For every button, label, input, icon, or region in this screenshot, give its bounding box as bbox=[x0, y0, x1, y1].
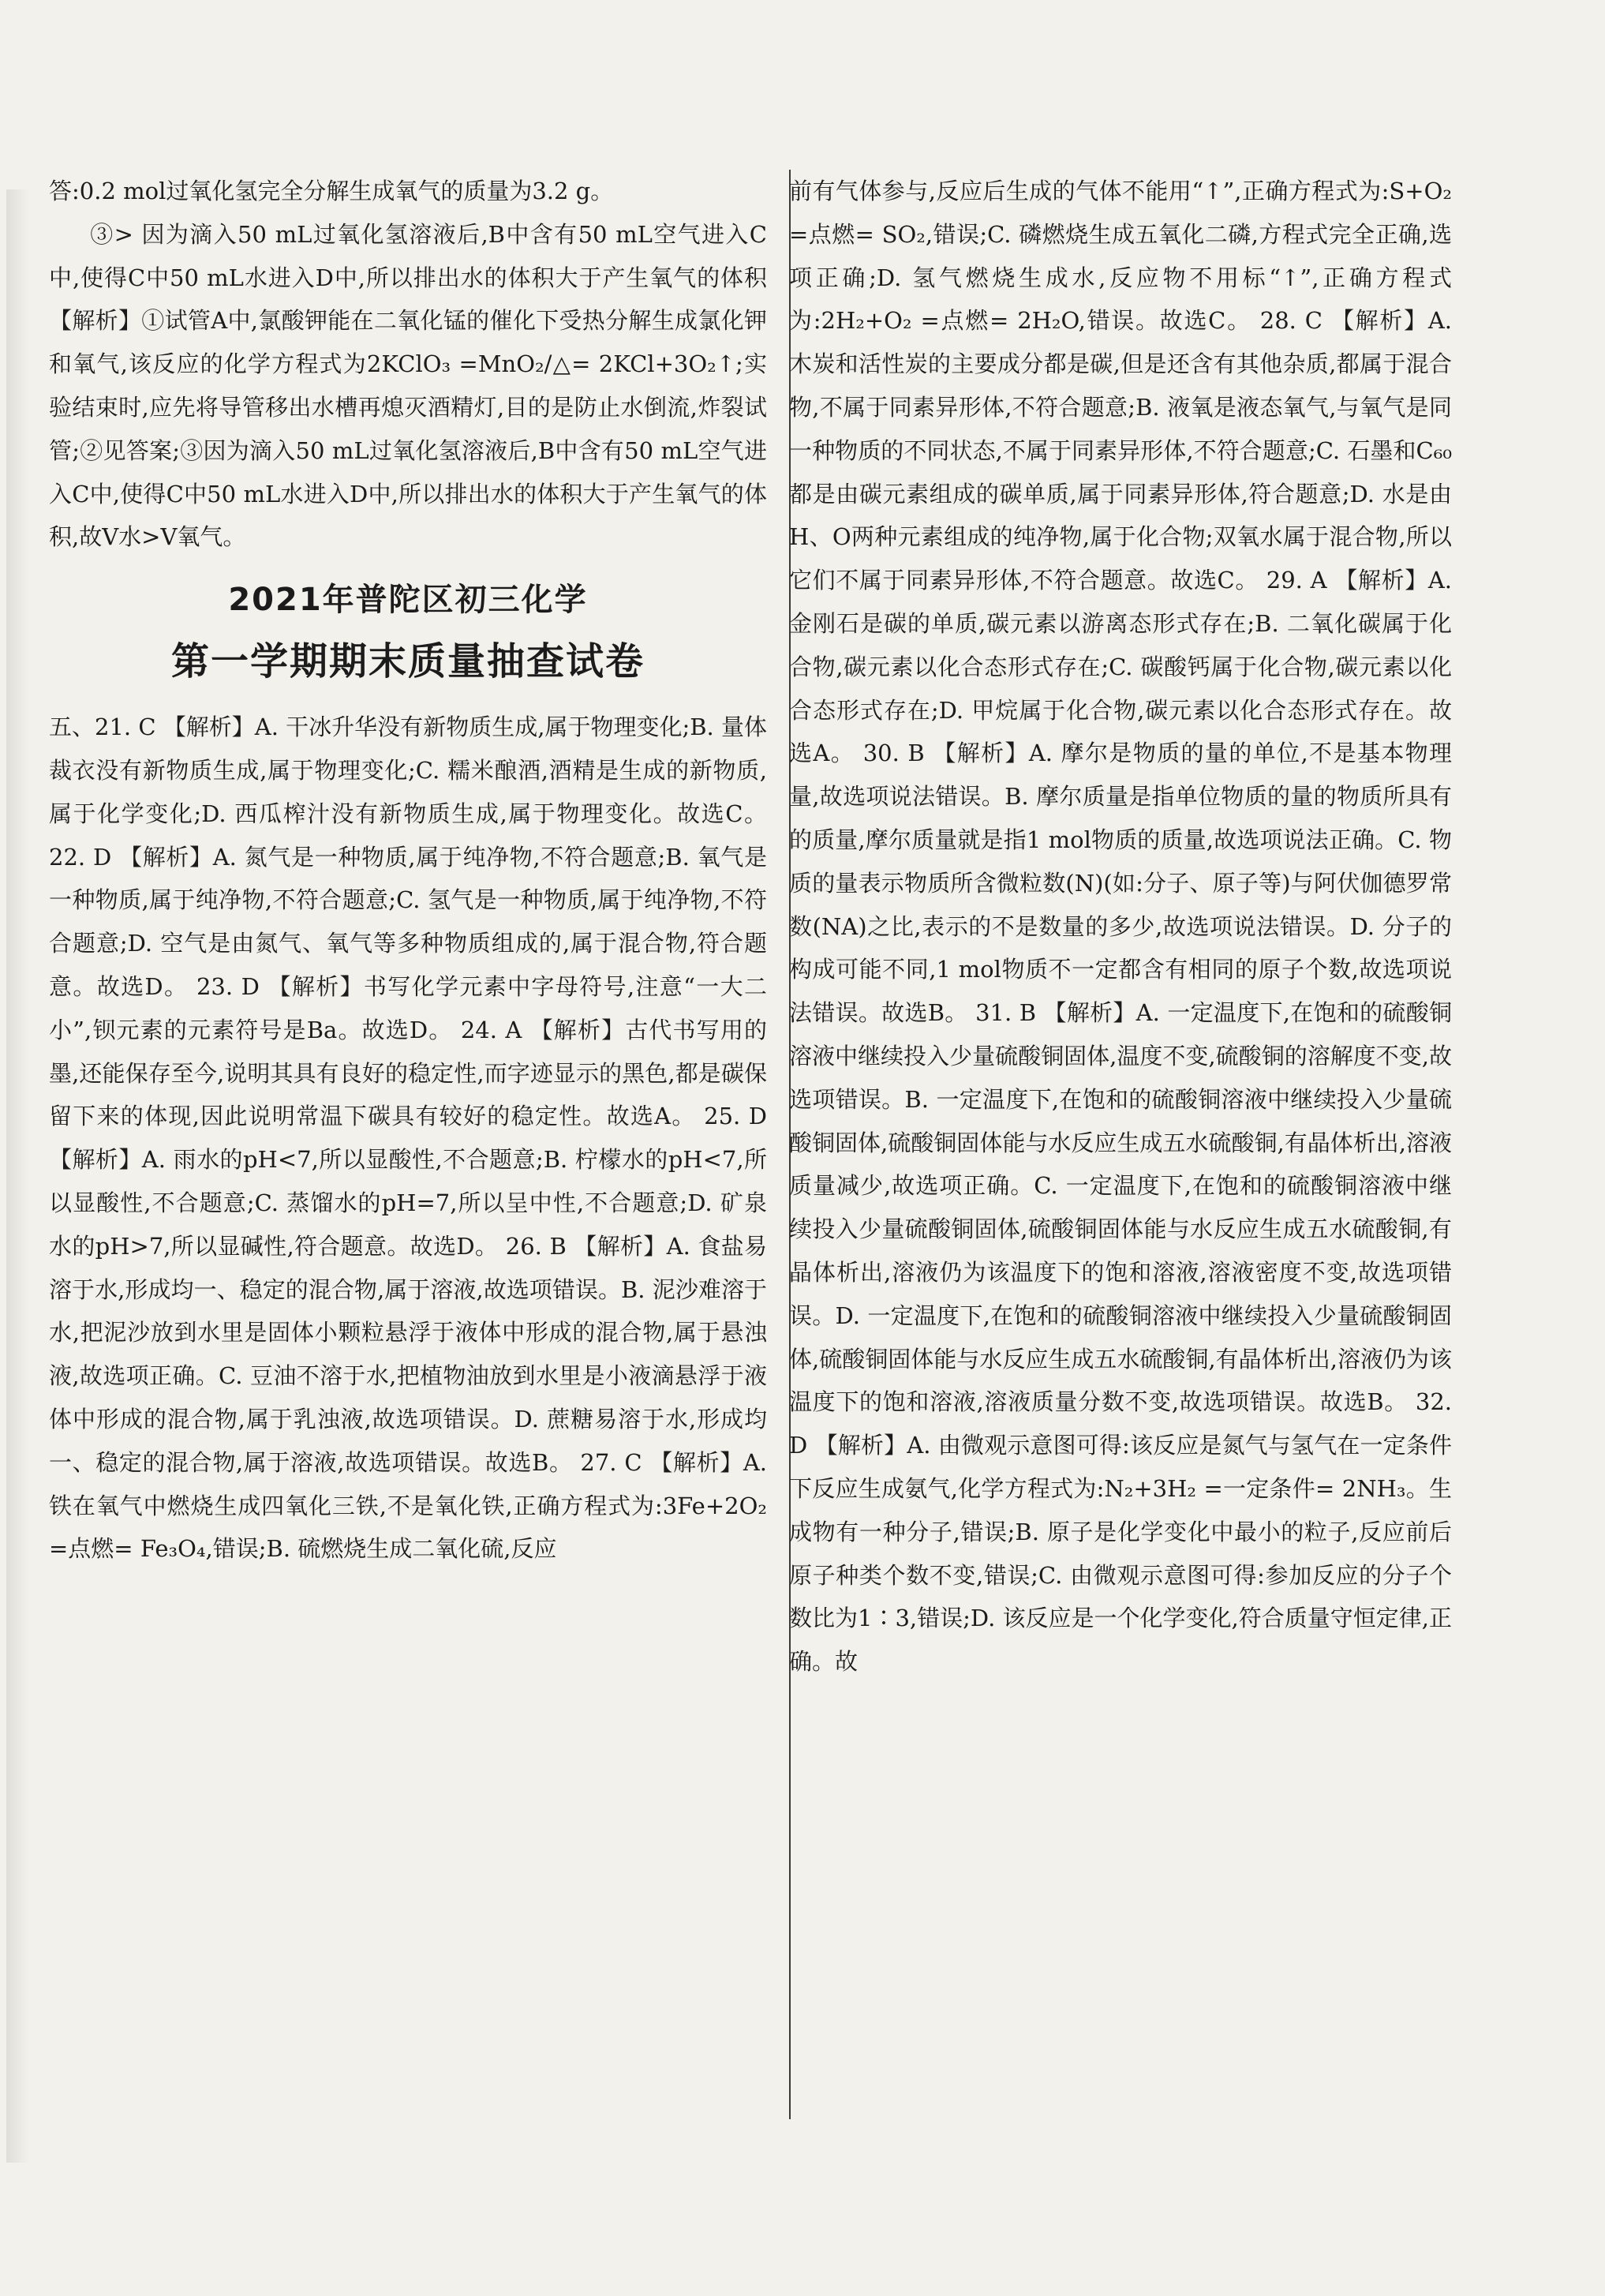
exam-title-line-2: 第一学期期末质量抽查试卷 bbox=[170, 639, 645, 684]
exam-title-line-1: 2021年普陀区初三化学 bbox=[228, 582, 588, 619]
binding-shadow bbox=[6, 189, 30, 2163]
answer-paragraph: ③> 因为滴入50 mL过氧化氢溶液后,B中含有50 mL空气进入C中,使得C中50 mL水进入D中,所以排出水的体积大于产生氧气的体积 【解析】①试管A中,氯酸钾能在二氧化锰的催化下受热分解生成氯化钾和氧气,该反应的化学方程式为2KClO₃ =MnO₂/△= 2KCl+3O₂↑;实验结束时,应先将导管移出水槽再熄灭酒精灯,目的是防止水倒流,炸裂试管;②见答案;③因为滴入50 mL过氧化氢溶液后,B中含有50 mL空气进入C中,使得C中50 mL水进入D中,所以排出水的体积大于产生氧气的体积,故V水>V氧气。 bbox=[49, 220, 767, 551]
answer-paragraph: 前有气体参与,反应后生成的气体不能用“↑”,正确方程式为:S+O₂ =点燃= SO₂,错误;C. 磷燃烧生成五氧化二磷,方程式完全正确,选项正确;D. 氢气燃烧生成水,反应物不用标“↑”,正确方程式为:2H₂+O₂ =点燃= 2H₂O,错误。故选C。 28. C 【解析】A. 木炭和活性炭的主要成分都是碳,但是还含有其他杂质,都属于混合物,不属于同素异形体,不符合题意;B. 液氧是液态氧气,与氧气是同一种物质的不同状态,不属于同素异形体,不符合题意;C. 石墨和C₆₀都是由碳元素组成的碳单质,属于同素异形体,符合题意;D. 水是由H、O两种元素组成的纯净物,属于化合物;双氧水属于混合物,所以它们不属于同素异形体,不符合题意。故选C。 29. A 【解析】A. 金刚石是碳的单质,碳元素以游离态形式存在;B. 二氧化碳属于化合物,碳元素以化合态形式存在;C. 碳酸钙属于化合物,碳元素以化合态形式存在;D. 甲烷属于化合物,碳元素以化合态形式存在。故选A。 30. B 【解析】A. 摩尔是物质的量的单位,不是基本物理量,故选项说法错误。B. 摩尔质量是指单位物质的量的物质所具有的质量,摩尔质量就是指1 mol物质的质量,故选项说法正确。C. 物质的量表示物质所含微粒数(N)(如:分子、原子等)与阿伏伽德罗常数(NA)之比,表示的不是数量的多少,故选项说法错误。D. 分子的构成可能不同,1 mol物质不一定都含有相同的原子个数,故选项说法错误。故选B。 31. B 【解析】A. 一定温度下,在饱和的硫酸铜溶液中继续投入少量硫酸铜固体,温度不变,硫酸铜的溶解度不变,故选项错误。B. 一定温度下,在饱和的硫酸铜溶液中继续投入少量硫酸铜固体,硫酸铜固体能与水反应生成五水硫酸铜,有晶体析出,溶液质量减少,故选项正确。C. 一定温度下,在饱和的硫酸铜溶液中继续投入少量硫酸铜固体,硫酸铜固体能与水反应生成五水硫酸铜,有晶体析出,溶液仍为该温度下的饱和溶液,溶液密度不变,故选项错误。D. 一定温度下,在饱和的硫酸铜溶液中继续投入少量硫酸铜固体,硫酸铜固体能与水反应生成五水硫酸铜,有晶体析出,溶液仍为该温度下的饱和溶液,溶液质量分数不变,故选项错误。故选B。 32. D 【解析】A. 由微观示意图可得:该反应是氮气与氢气在一定条件下反应生成氨气,化学方程式为:N₂+3H₂ =一定条件= 2NH₃。生成物有一种分子,错误;B. 原子是化学变化中最小的粒子,反应前后原子种类个数不变,错误;C. 由微观示意图可得:参加反应的分子个数比为1∶3,错误;D. 该反应是一个化学变化,符合质量守恒定律,正确。故 bbox=[789, 178, 1452, 1676]
answer-paragraph: 答:0.2 mol过氧化氢完全分解生成氧气的质量为3.2 g。 bbox=[49, 178, 614, 204]
left-column bbox=[49, 170, 767, 1571]
answer-paragraph: 五、21. C 【解析】A. 干冰升华没有新物质生成,属于物理变化;B. 量体裁衣没有新物质生成,属于物理变化;C. 糯米酿酒,酒精是生成的新物质,属于化学变化;D. 西瓜榨汁没有新物质生成,属于物理变化。故选C。 22. D 【解析】A. 氮气是一种物质,属于纯净物,不符合题意;B. 氧气是一种物质,属于纯净物,不符合题意;C. 氢气是一种物质,属于纯净物,不符合题意;D. 空气是由氮气、氧气等多种物质组成的,属于混合物,符合题意。故选D。 23. D 【解析】书写化学元素中字母符号,注意“一大二小”,钡元素的元素符号是Ba。故选D。 24. A 【解析】古代书写用的墨,还能保存至今,说明其具有良好的稳定性,而字迹显示的黑色,都是碳保留下来的体现,因此说明常温下碳具有较好的稳定性。故选A。 25. D 【解析】A. 雨水的pH<7,所以显酸性,不合题意;B. 柠檬水的pH<7,所以显酸性,不合题意;C. 蒸馏水的pH=7,所以呈中性,不合题意;D. 矿泉水的pH>7,所以显碱性,符合题意。故选D。 26. B 【解析】A. 食盐易溶于水,形成均一、稳定的混合物,属于溶液,故选项错误。B. 泥沙难溶于水,把泥沙放到水里是固体小颗粒悬浮于液体中形成的混合物,属于悬浊液,故选项正确。C. 豆油不溶于水,把植物油放到水里是小液滴悬浮于液体中形成的混合物,属于乳浊液,故选项错误。D. 蔗糖易溶于水,形成均一、稳定的混合物,属于溶液,故选项错误。故选B。 27. C 【解析】A. 铁在氧气中燃烧生成四氧化三铁,不是氧化铁,正确方程式为:3Fe+2O₂ =点燃= Fe₃O₄,错误;B. 硫燃烧生成二氧化硫,反应 bbox=[49, 714, 767, 1563]
right-column bbox=[789, 170, 1452, 1684]
